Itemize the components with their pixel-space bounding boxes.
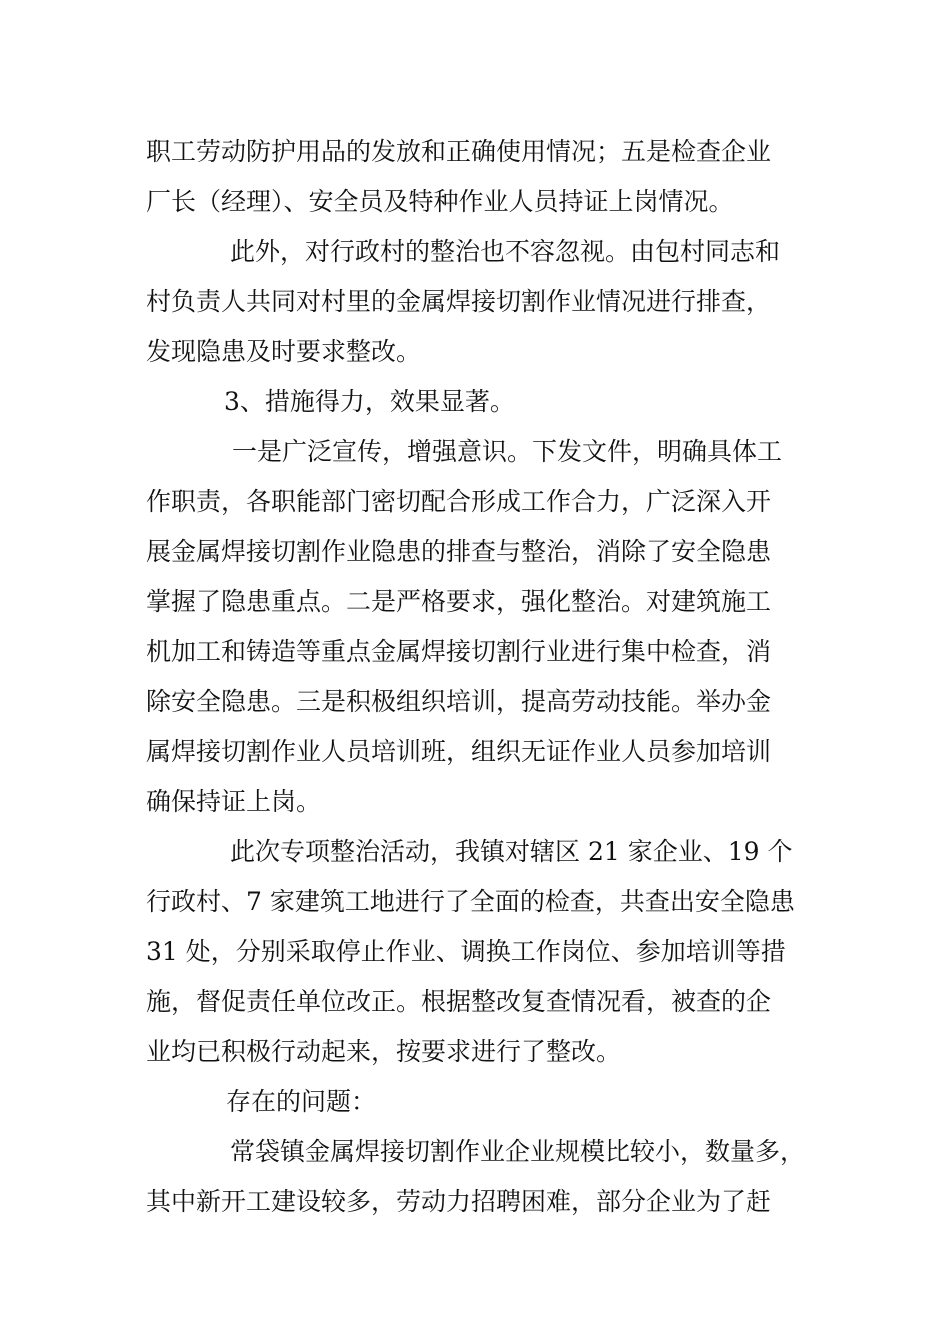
section-heading: 存在的问题： <box>226 1087 377 1116</box>
text-line: 作职责，各职能部门密切配合形成工作合力，广泛深入开 <box>146 487 772 516</box>
text-line: 职工劳动防护用品的发放和正确使用情况；五是检查企业 <box>146 137 772 166</box>
text-line: 属焊接切割作业人员培训班，组织无证作业人员参加培训 <box>146 737 772 766</box>
text-line: 施，督促责任单位改正。根据整改复查情况看，被查的企 <box>146 987 772 1016</box>
text-line: 掌握了隐患重点。二是严格要求，强化整治。对建筑施工 <box>146 587 772 616</box>
text-line: 业均已积极行动起来，按要求进行了整改。 <box>146 1037 622 1066</box>
paragraph-start-line: 此次专项整治活动，我镇对辖区 21 家企业、19 个 <box>230 837 793 866</box>
section-heading: 3、措施得力，效果显著。 <box>224 387 515 416</box>
text-line: 其中新开工建设较多，劳动力招聘困难，部分企业为了赶 <box>146 1187 772 1216</box>
paragraph-start-line: 此外，对行政村的整治也不容忽视。由包村同志和 <box>230 237 781 266</box>
paragraph-start-line: 常袋镇金属焊接切割作业企业规模比较小，数量多， <box>230 1137 806 1166</box>
text-line: 村负责人共同对村里的金属焊接切割作业情况进行排查， <box>146 287 772 316</box>
text-line: 除安全隐患。三是积极组织培训，提高劳动技能。举办金 <box>146 687 772 716</box>
text-line: 31 处，分别采取停止作业、调换工作岗位、参加培训等措 <box>146 937 786 966</box>
text-line: 行政村、7 家建筑工地进行了全面的检查，共查出安全隐患 <box>146 887 795 916</box>
text-line: 厂长（经理）、安全员及特种作业人员持证上岗情况。 <box>146 187 734 216</box>
text-line: 展金属焊接切割作业隐患的排查与整治，消除了安全隐患 <box>146 537 772 566</box>
text-line: 确保持证上岗。 <box>146 787 322 816</box>
paragraph-start-line: 一是广泛宣传，增强意识。下发文件，明确具体工 <box>232 437 783 466</box>
text-line: 发现隐患及时要求整改。 <box>146 337 422 366</box>
text-line: 机加工和铸造等重点金属焊接切割行业进行集中检查，消 <box>146 637 772 666</box>
